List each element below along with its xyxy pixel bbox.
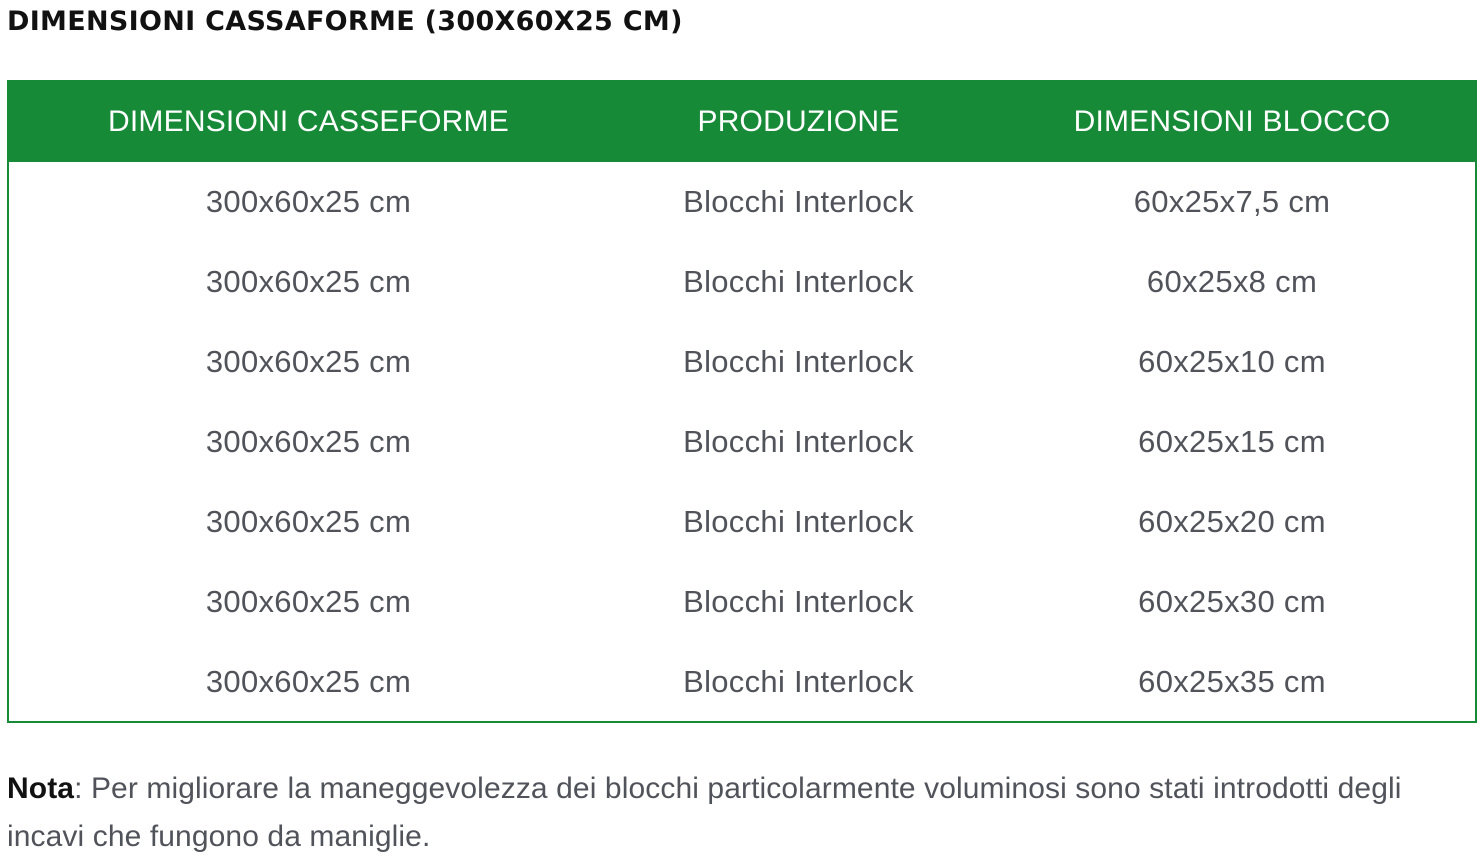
note-text: : Per migliorare la maneggevolezza dei blocchi particolarmente voluminosi sono stati introdotti degli incavi che fungono da maniglie.	[7, 772, 1402, 853]
table-body	[9, 162, 1475, 722]
cell-production: Blocchi Interlock	[683, 424, 914, 459]
table-row	[9, 322, 1475, 402]
cell-formwork-size: 300x60x25 cm	[205, 184, 412, 219]
cell-formwork-size: 300x60x25 cm	[205, 664, 412, 699]
cell-production: Blocchi Interlock	[683, 584, 914, 619]
table-row	[9, 162, 1475, 242]
dimensions-table	[7, 80, 1477, 723]
cell-block-size: 60x25x35 cm	[1138, 664, 1326, 699]
cell-block-size: 60x25x10 cm	[1138, 344, 1326, 379]
cell-production: Blocchi Interlock	[683, 184, 914, 219]
cell-formwork-size: 300x60x25 cm	[205, 584, 412, 619]
column-header-produzione: PRODUZIONE	[608, 82, 989, 162]
table-row	[9, 242, 1475, 322]
table-header-row	[9, 82, 1475, 162]
cell-formwork-size: 300x60x25 cm	[205, 504, 412, 539]
note-paragraph	[7, 765, 1447, 861]
cell-formwork-size: 300x60x25 cm	[205, 424, 412, 459]
cell-production: Blocchi Interlock	[683, 264, 914, 299]
cell-formwork-size: 300x60x25 cm	[205, 264, 412, 299]
cell-production: Blocchi Interlock	[683, 664, 914, 699]
table-row	[9, 402, 1475, 482]
cell-block-size: 60x25x15 cm	[1138, 424, 1326, 459]
cell-production: Blocchi Interlock	[683, 504, 914, 539]
column-header-dimensioni-blocco: DIMENSIONI BLOCCO	[989, 82, 1475, 162]
table-row	[9, 642, 1475, 722]
page-title: DIMENSIONI CASSAFORME (300X60X25 CM)	[7, 6, 683, 37]
cell-block-size: 60x25x30 cm	[1138, 584, 1326, 619]
note-label: Nota	[7, 772, 75, 805]
cell-block-size: 60x25x8 cm	[1146, 264, 1318, 299]
table-row	[9, 482, 1475, 562]
table-row	[9, 562, 1475, 642]
column-header-dimensioni-casseforme: DIMENSIONI CASSEFORME	[9, 82, 608, 162]
cell-formwork-size: 300x60x25 cm	[205, 344, 412, 379]
table-header	[9, 82, 1475, 162]
cell-block-size: 60x25x20 cm	[1138, 504, 1326, 539]
cell-production: Blocchi Interlock	[683, 344, 914, 379]
cell-block-size: 60x25x7,5 cm	[1133, 184, 1331, 219]
